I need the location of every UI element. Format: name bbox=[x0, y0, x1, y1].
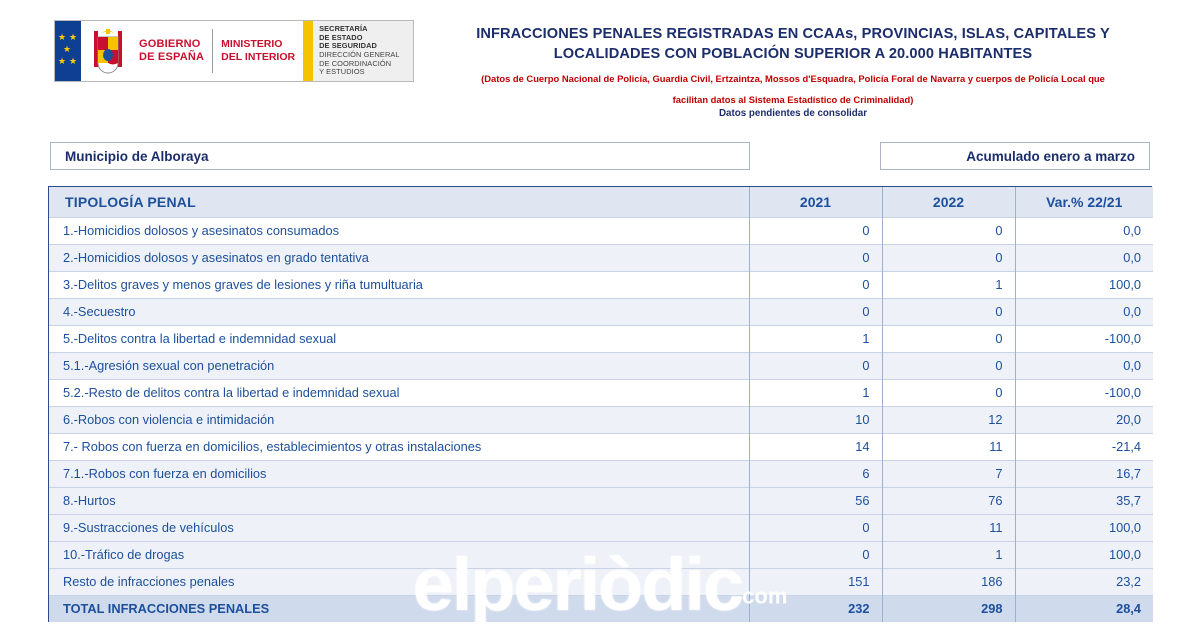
row-value-2022: 0 bbox=[882, 325, 1015, 352]
column-header-tipologia: TIPOLOGÍA PENAL bbox=[49, 187, 749, 217]
pending-consolidation-note: Datos pendientes de consolidar bbox=[718, 108, 868, 119]
document-header bbox=[48, 0, 1152, 120]
table-row bbox=[49, 568, 1153, 595]
row-value-2021: 1 bbox=[749, 379, 882, 406]
watermark-text: elperiòdic bbox=[412, 543, 743, 626]
row-label: 1.-Homicidios dolosos y asesinatos consumados bbox=[49, 217, 749, 244]
row-label: 9.-Sustracciones de vehículos bbox=[49, 514, 749, 541]
row-value-2022: 76 bbox=[882, 487, 1015, 514]
row-label: 5.1.-Agresión sexual con penetración bbox=[49, 352, 749, 379]
row-value-2022: 0 bbox=[882, 217, 1015, 244]
period-selector[interactable] bbox=[880, 142, 1150, 170]
row-label: 6.-Robos con violencia e intimidación bbox=[49, 406, 749, 433]
row-value-2022: 7 bbox=[882, 460, 1015, 487]
row-value-2021: 56 bbox=[749, 487, 882, 514]
row-label: 3.-Delitos graves y menos graves de lesiones y riña tumultuaria bbox=[49, 271, 749, 298]
row-value-variation: 100,0 bbox=[1015, 514, 1153, 541]
row-value-variation: 0,0 bbox=[1015, 244, 1153, 271]
eu-flag-icon: ★ ★ ★ ★ ★ bbox=[55, 21, 81, 81]
row-value-2021: 1 bbox=[749, 325, 882, 352]
period-label: Acumulado enero a marzo bbox=[966, 148, 1135, 164]
table-row bbox=[49, 325, 1153, 352]
gobierno-line2: DE ESPAÑA bbox=[139, 51, 205, 63]
row-value-variation: 0,0 bbox=[1015, 217, 1153, 244]
table-row bbox=[49, 514, 1153, 541]
row-label: Resto de infracciones penales bbox=[49, 568, 749, 595]
row-value-2022: 11 bbox=[882, 433, 1015, 460]
ministerio-line2: DEL INTERIOR bbox=[221, 51, 296, 63]
municipality-selector[interactable] bbox=[50, 142, 750, 170]
row-value-2021: 0 bbox=[749, 541, 882, 568]
row-label: TOTAL INFRACCIONES PENALES bbox=[49, 595, 749, 622]
row-value-variation: 0,0 bbox=[1015, 352, 1153, 379]
column-header-variation: Var.% 22/21 bbox=[1015, 187, 1153, 217]
secretaria-line2: DE ESTADO bbox=[319, 32, 363, 42]
row-value-2021: 0 bbox=[749, 244, 882, 271]
government-logo bbox=[54, 20, 414, 82]
row-value-variation: -100,0 bbox=[1015, 379, 1153, 406]
row-label: 5.2.-Resto de delitos contra la libertad e indemnidad sexual bbox=[49, 379, 749, 406]
direccion-line2: DE COORDINACIÓN bbox=[319, 58, 392, 68]
document-title-line1: INFRACCIONES PENALES REGISTRADAS EN CCAAs, PROVINCIAS, ISLAS, CAPITALES Y bbox=[476, 26, 1110, 42]
row-value-2022: 298 bbox=[882, 595, 1015, 622]
table-row bbox=[49, 433, 1153, 460]
coat-of-arms-icon bbox=[81, 21, 135, 81]
yellow-band bbox=[303, 21, 313, 81]
row-label: 2.-Homicidios dolosos y asesinatos en grado tentativa bbox=[49, 244, 749, 271]
gobierno-line1: GOBIERNO bbox=[139, 38, 201, 50]
row-label: 5.-Delitos contra la libertad e indemnidad sexual bbox=[49, 325, 749, 352]
row-value-2022: 1 bbox=[882, 541, 1015, 568]
row-value-2021: 10 bbox=[749, 406, 882, 433]
row-value-variation: 16,7 bbox=[1015, 460, 1153, 487]
row-value-2021: 14 bbox=[749, 433, 882, 460]
crime-statistics-table bbox=[48, 186, 1152, 626]
table-row bbox=[49, 217, 1153, 244]
row-value-variation: 0,0 bbox=[1015, 298, 1153, 325]
row-value-2022: 11 bbox=[882, 514, 1015, 541]
direccion-line3: Y ESTUDIOS bbox=[319, 67, 365, 77]
row-value-2022: 0 bbox=[882, 352, 1015, 379]
row-value-2021: 6 bbox=[749, 460, 882, 487]
secretaria-line3: DE SEGURIDAD bbox=[319, 41, 377, 51]
ministerio-text bbox=[213, 21, 303, 81]
row-value-2021: 151 bbox=[749, 568, 882, 595]
row-value-2022: 0 bbox=[882, 298, 1015, 325]
table-row-total bbox=[49, 595, 1153, 622]
row-value-2022: 0 bbox=[882, 244, 1015, 271]
column-header-2022: 2022 bbox=[882, 187, 1015, 217]
row-value-2021: 0 bbox=[749, 217, 882, 244]
row-value-2021: 232 bbox=[749, 595, 882, 622]
table-row bbox=[49, 271, 1153, 298]
row-value-2021: 0 bbox=[749, 352, 882, 379]
municipality-label: Municipio de Alboraya bbox=[65, 148, 209, 164]
table-row bbox=[49, 352, 1153, 379]
row-value-2021: 0 bbox=[749, 271, 882, 298]
row-label: 4.-Secuestro bbox=[49, 298, 749, 325]
source-note-line2: facilitan datos al Sistema Estadístico de Criminalidad) bbox=[672, 94, 914, 105]
title-block bbox=[414, 20, 1152, 121]
row-value-2022: 12 bbox=[882, 406, 1015, 433]
row-value-2022: 1 bbox=[882, 271, 1015, 298]
row-label: 7.1.-Robos con fuerza en domicilios bbox=[49, 460, 749, 487]
selector-row bbox=[48, 142, 1152, 170]
row-label: 10.-Tráfico de drogas bbox=[49, 541, 749, 568]
row-value-2021: 0 bbox=[749, 514, 882, 541]
table-row bbox=[49, 460, 1153, 487]
table-row bbox=[49, 487, 1153, 514]
ministerio-line1: MINISTERIO bbox=[221, 38, 283, 50]
row-value-variation: -100,0 bbox=[1015, 325, 1153, 352]
row-value-variation: 100,0 bbox=[1015, 271, 1153, 298]
table-header-row bbox=[49, 187, 1153, 217]
row-value-variation: -21,4 bbox=[1015, 433, 1153, 460]
direccion-line1: DIRECCIÓN GENERAL bbox=[319, 50, 400, 60]
row-label: 8.-Hurtos bbox=[49, 487, 749, 514]
document-title-line2: LOCALIDADES CON POBLACIÓN SUPERIOR A 20.000 HABITANTES bbox=[553, 46, 1033, 62]
row-value-variation: 23,2 bbox=[1015, 568, 1153, 595]
row-value-2022: 186 bbox=[882, 568, 1015, 595]
row-value-variation: 28,4 bbox=[1015, 595, 1153, 622]
source-note-line1: (Datos de Cuerpo Nacional de Policía, Guardia Civil, Ertzaintza, Mossos d'Esquadra, Policía Foral de Navarra y cuerpos de Policía Local que bbox=[481, 73, 1105, 84]
row-value-2022: 0 bbox=[882, 379, 1015, 406]
secretaria-text bbox=[313, 21, 413, 81]
table-row bbox=[49, 406, 1153, 433]
column-header-2021: 2021 bbox=[749, 187, 882, 217]
gobierno-de-espana-text bbox=[135, 21, 212, 81]
table-row bbox=[49, 541, 1153, 568]
table-row bbox=[49, 379, 1153, 406]
row-value-variation: 35,7 bbox=[1015, 487, 1153, 514]
row-value-2021: 0 bbox=[749, 298, 882, 325]
table-row bbox=[49, 244, 1153, 271]
watermark-suffix: com bbox=[742, 583, 788, 609]
table-row bbox=[49, 298, 1153, 325]
secretaria-line1: SECRETARÍA bbox=[319, 24, 368, 33]
row-value-variation: 100,0 bbox=[1015, 541, 1153, 568]
row-label: 7.- Robos con fuerza en domicilios, establecimientos y otras instalaciones bbox=[49, 433, 749, 460]
row-value-variation: 20,0 bbox=[1015, 406, 1153, 433]
